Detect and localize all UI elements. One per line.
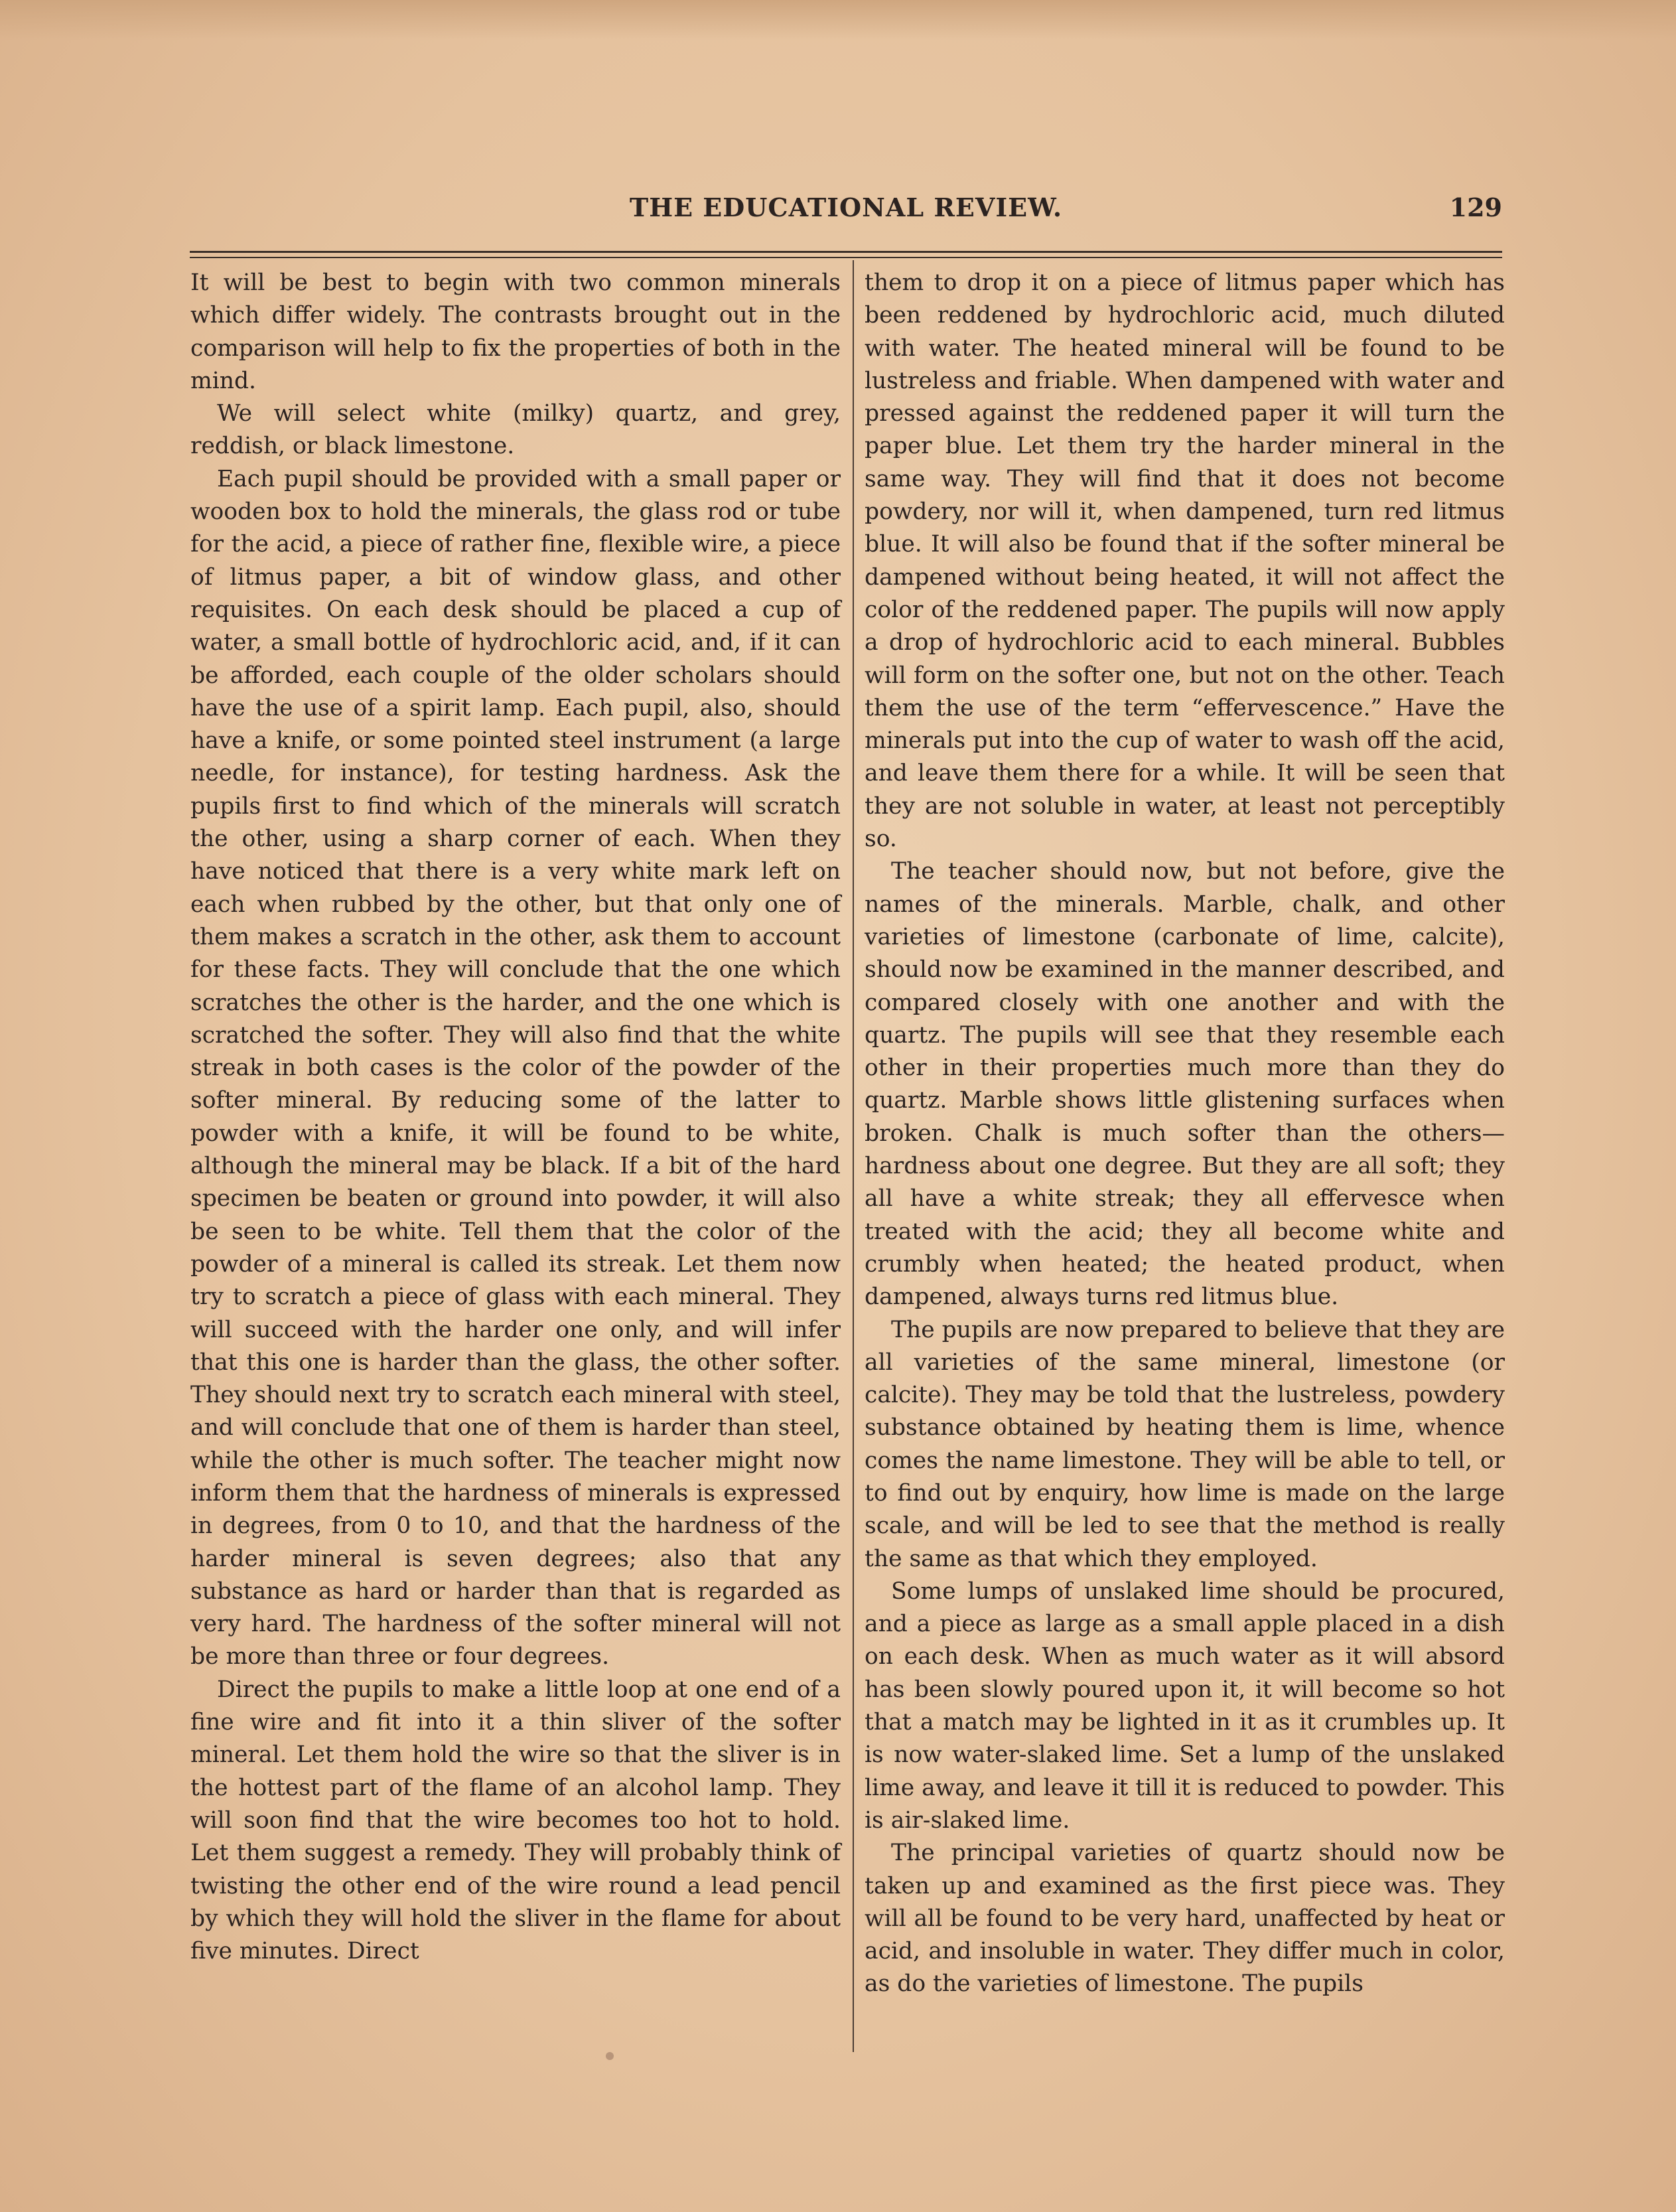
paragraph: Each pupil should be provided with a small paper or wooden box to hold the minerals, the glass rod or tube for the acid, a piece of rather fine, flexible wire, a piece of litmus paper, a bit of window glass, and other requisites. On each desk should be placed a cup of water, a small bottle of hydrochloric acid, and, if it can be afforded, each couple of the older scholars should have the use of a spirit lamp. Each pupil, also, should have a knife, or some pointed steel instrument (a large needle, for instance), for testing hardness. Ask the pupils first to find which of the minerals will scratch the other, using a sharp corner of each. When they have noticed that there is a very white mark left on each when rubbed by the other, but that only one of them makes a scratch in the other, ask them to account for these facts. They will conclude that the one which scratches the other is the harder, and the one which is scratched the softer. They will also find that the white streak in both cases is the color of the powder of the softer mineral. By reducing some of the latter to powder with a knife, it will be found to be white, although the mineral may be black. If a bit of the hard specimen be beaten or ground into powder, it will also be seen to be white. Tell them that the color of the powder of a mineral is called its streak. Let them now try to scratch a piece of glass with each mineral. They will succeed with the harder one only, and will infer that this one is harder than the glass, the other softer. They should next try to scratch each mineral with steel, and will conclude that one of them is harder than steel, while the other is much softer. The teacher might now inform them that the hardness of minerals is expressed in degrees, from 0 to 10, and that the hardness of the harder mineral is seven degrees; also that any substance as hard or harder than that is regarded as very hard. The hardness of the softer mineral will not be more than three or four degrees.: [190, 465, 841, 1670]
paragraph: We will select white (milky) quartz, and grey, reddish, or black limestone.: [190, 400, 841, 460]
header-rule-thin: [190, 257, 1502, 258]
right-column: [865, 267, 1505, 2001]
journal-title: THE EDUCATIONAL REVIEW.: [629, 192, 1063, 222]
paragraph: The pupils are now prepared to believe that they are all varieties of the same mineral, limestone (or calcite). They may be told that the lustreless, powdery substance obtained by heating them is lime, whence comes the name limestone. They will be able to tell, or to find out by enquiry, how lime is made on the large scale, and will be led to see that the method is really the same as that which they employed.: [865, 1316, 1505, 1572]
paragraph: Some lumps of unslaked lime should be procured, and a piece as large as a small apple placed in a dish on each desk. When as much water as it will absord has been slowly poured upon it, it will become so hot that a match may be lighted in it as it crumbles up. It is now water-slaked lime. Set a lump of the unslaked lime away, and leave it till it is reduced to powder. This is air-slaked lime.: [865, 1578, 1505, 1834]
page-number: 129: [1449, 192, 1502, 222]
paragraph: The principal varieties of quartz should now be taken up and examined as the first piece was. They will all be found to be very hard, unaffected by heat or acid, and insoluble in water. They differ much in color, as do the varieties of limestone. The pupils: [865, 1840, 1505, 1998]
paragraph: them to drop it on a piece of litmus paper which has been reddened by hydrochloric acid, much diluted with water. The heated mineral will be found to be lustreless and friable. When dampened with water and pressed against the reddened paper it will turn the paper blue. Let them try the harder mineral in the same way. They will find that it does not become powdery, nor will it, when dampened, turn red litmus blue. It will also be found that if the softer mineral be dampened without being heated, it will not affect the color of the reddened paper. The pupils will now apply a drop of hydrochloric acid to each mineral. Bubbles will form on the softer one, but not on the other. Teach them the use of the term “effervescence.” Have the minerals put into the cup of water to wash off the acid, and leave them there for a while. It will be seen that they are not soluble in water, at least not perceptibly so.: [865, 269, 1505, 853]
ink-spot: [606, 2052, 614, 2060]
running-header: [190, 192, 1502, 239]
column-divider: [853, 260, 854, 2052]
page-top-edge: [0, 0, 1676, 40]
left-column: [190, 267, 841, 1968]
paragraph: Direct the pupils to make a little loop at one end of a fine wire and fit into it a thin sliver of the softer mineral. Let them hold the wire so that the sliver is in the hottest part of the flame of an alcohol lamp. They will soon find that the wire becomes too hot to hold. Let them suggest a remedy. They will probably think of twisting the other end of the wire round a lead pencil by which they will hold the sliver in the flame for about five minutes. Direct: [190, 1676, 841, 1965]
paragraph: It will be best to begin with two common minerals which differ widely. The contrasts brought out in the comparison will help to fix the properties of both in the mind.: [190, 269, 841, 394]
paragraph: The teacher should now, but not before, give the names of the minerals. Marble, chalk, and other varieties of limestone (carbonate of lime, calcite), should now be examined in the manner described, and compared closely with one another and with the quartz. The pupils will see that they resemble each other in their properties much more than they do quartz. Marble shows little glistening surfaces when broken. Chalk is much softer than the others—hardness about one degree. But they are all soft; they all have a white streak; they all effervesce when treated with the acid; they all become white and crumbly when heated; the heated product, when dampened, always turns red litmus blue.: [865, 858, 1505, 1311]
header-rule-thick: [190, 251, 1502, 253]
